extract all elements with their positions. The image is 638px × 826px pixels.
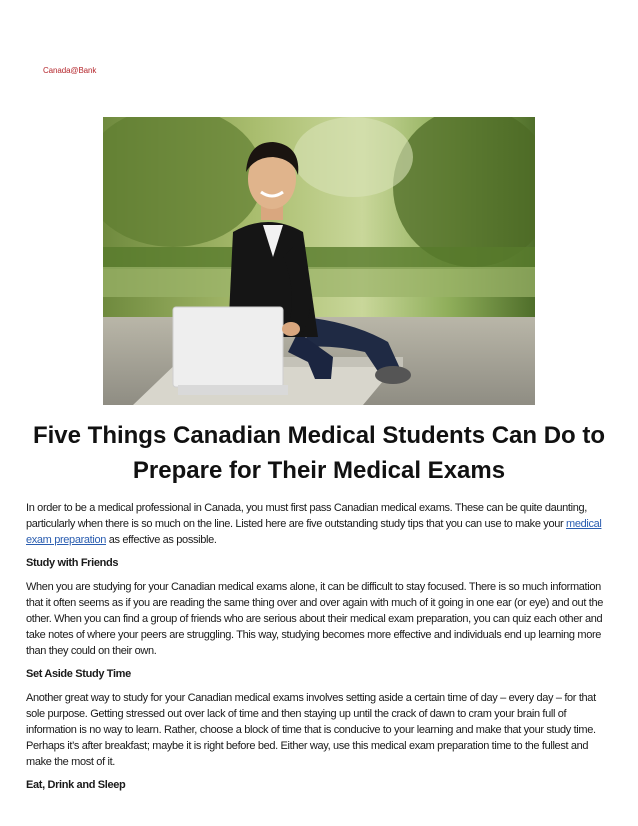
young-man-with-laptop-illustration <box>103 117 535 405</box>
article-title: Five Things Canadian Medical Students Can Do to Prepare for Their Medical Exams <box>32 422 606 484</box>
section-heading: Study with Friends <box>26 557 119 569</box>
intro-text-before: In order to be a medical professional in Canada, you must first pass Canadian medical exams. These can be quite daunting, particularly when there is so much on the line. Listed here are five outstanding study tips that you can use to make your <box>26 502 587 530</box>
section-paragraph: Another great way to study for your Canadian medical exams involves setting aside a certain time of day – every day – for that sole purpose. Getting stressed out over lack of time and then staying up until the crack of dawn to cram your brain full of information is no way to learn. Rather, choose a block of time that is conducive to your learning and make that your study time. Perhaps it’s after breakfast; maybe it is right before bed. Either way, use this medical exam preparation time to the fullest and make the most of it. <box>26 692 596 768</box>
intro-paragraph <box>26 500 610 548</box>
section-paragraph: When you are studying for your Canadian medical exams alone, it can be difficult to stay focused. There is so much information that it often seems as if you are reading the same thing over and over again with much of it going in one ear (or eye) and out the other. When you can find a group of friends who are serious about their medical exam preparation, you can quiz each other and take notes of where your peers are struggling. This way, studying becomes more effective and individuals end up learning more than they could on their own. <box>26 581 603 657</box>
hero-photo <box>103 117 535 405</box>
intro-text-after: as effective as possible. <box>106 534 217 546</box>
brand-logo[interactable]: Canada@Bank <box>43 66 97 75</box>
article-body <box>26 500 610 801</box>
medical-exam-preparation-link[interactable]: medical exam preparation <box>26 518 602 546</box>
section-heading: Set Aside Study Time <box>26 668 131 680</box>
section-heading: Eat, Drink and Sleep <box>26 779 126 791</box>
